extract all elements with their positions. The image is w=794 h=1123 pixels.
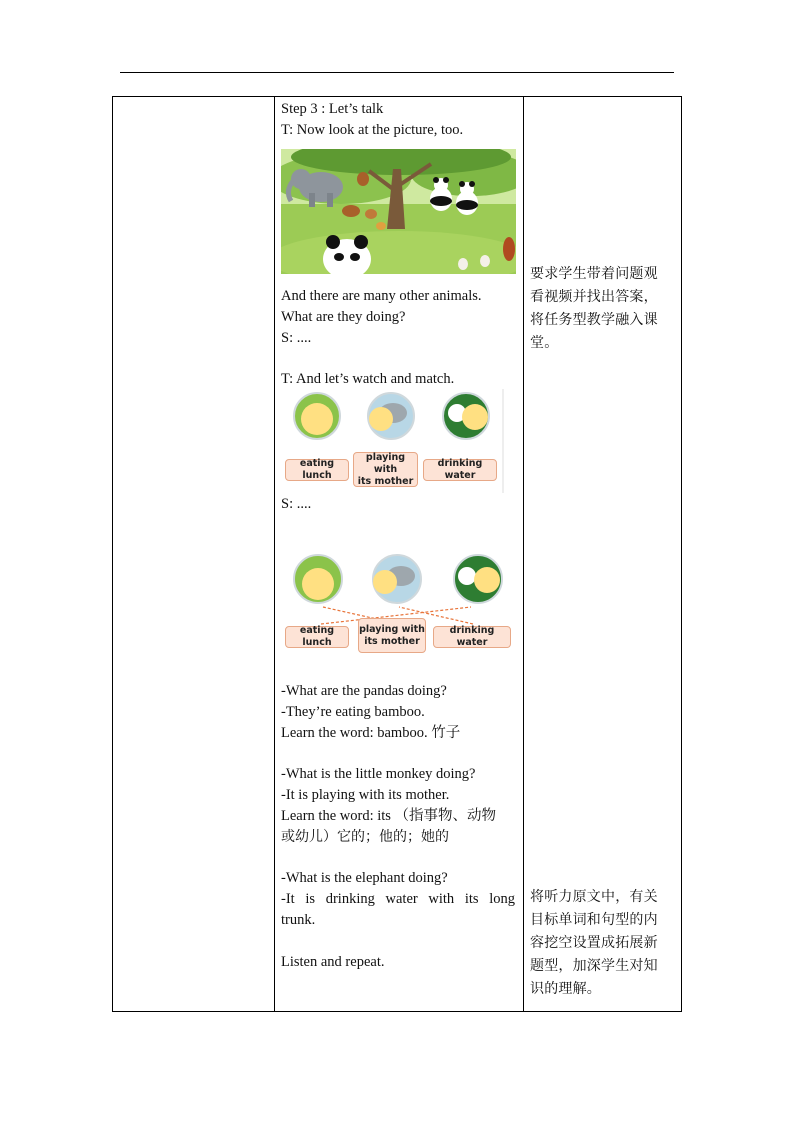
learn-word-bamboo: Learn the word: bamboo. 竹子 <box>281 725 461 741</box>
match-label-eating-lunch: eating lunch <box>285 626 349 648</box>
match-label-playing-with-mother: playing with its mother <box>358 618 426 653</box>
design-intent-cell <box>530 97 676 1011</box>
learn-word-its-meaning: 或幼儿）它的；他的；她的 <box>281 829 449 845</box>
design-note-2: 将听力原文中，有关 目标单词和句型的内 容挖空设置成拓展新 题型，加深学生对知 识的理解。 <box>530 889 658 997</box>
match-label-drinking-water: drinking water <box>433 626 511 648</box>
teacher-intro: T: Now look at the picture, too. <box>281 122 464 138</box>
header-rule <box>120 72 674 73</box>
forest-scene-image <box>281 149 516 274</box>
student-answer-2: S: .... <box>281 496 312 512</box>
design-note-1: 要求学生带着问题观 看视频并找出答案， 将任务型教学融入课 堂。 <box>530 266 658 351</box>
match-label-eating-lunch: eating lunch <box>285 459 349 481</box>
question-doing: What are they doing? <box>281 309 406 325</box>
learn-word-its: Learn the word: its （指事物、动物 <box>281 808 497 824</box>
listen-and-repeat: Listen and repeat. <box>281 954 385 970</box>
teaching-process-cell <box>281 97 517 1011</box>
match-label-playing-with-mother: playing with its mother <box>353 452 418 487</box>
answer-elephant: -It is drinking water with its long <box>281 891 515 907</box>
question-monkey: -What is the little monkey doing? <box>281 766 476 782</box>
answer-pandas: -They’re eating bamboo. <box>281 704 425 720</box>
answer-elephant-cont: trunk. <box>281 912 316 928</box>
step-title: Step 3 : Let’s talk <box>281 101 384 117</box>
match-answer-image <box>281 552 517 662</box>
teacher-match-text: T: And let’s watch and match. <box>281 371 455 387</box>
question-elephant: -What is the elephant doing? <box>281 870 448 886</box>
column-divider <box>274 97 275 1011</box>
lesson-table <box>112 96 682 1012</box>
answer-monkey: -It is playing with its mother. <box>281 787 450 803</box>
column-divider <box>523 97 524 1011</box>
match-label-drinking-water: drinking water <box>423 459 497 481</box>
other-animals-text: And there are many other animals. <box>281 288 482 304</box>
question-pandas: -What are the pandas doing? <box>281 683 447 699</box>
student-answer-1: S: .... <box>281 330 312 346</box>
match-exercise-image <box>281 389 505 493</box>
